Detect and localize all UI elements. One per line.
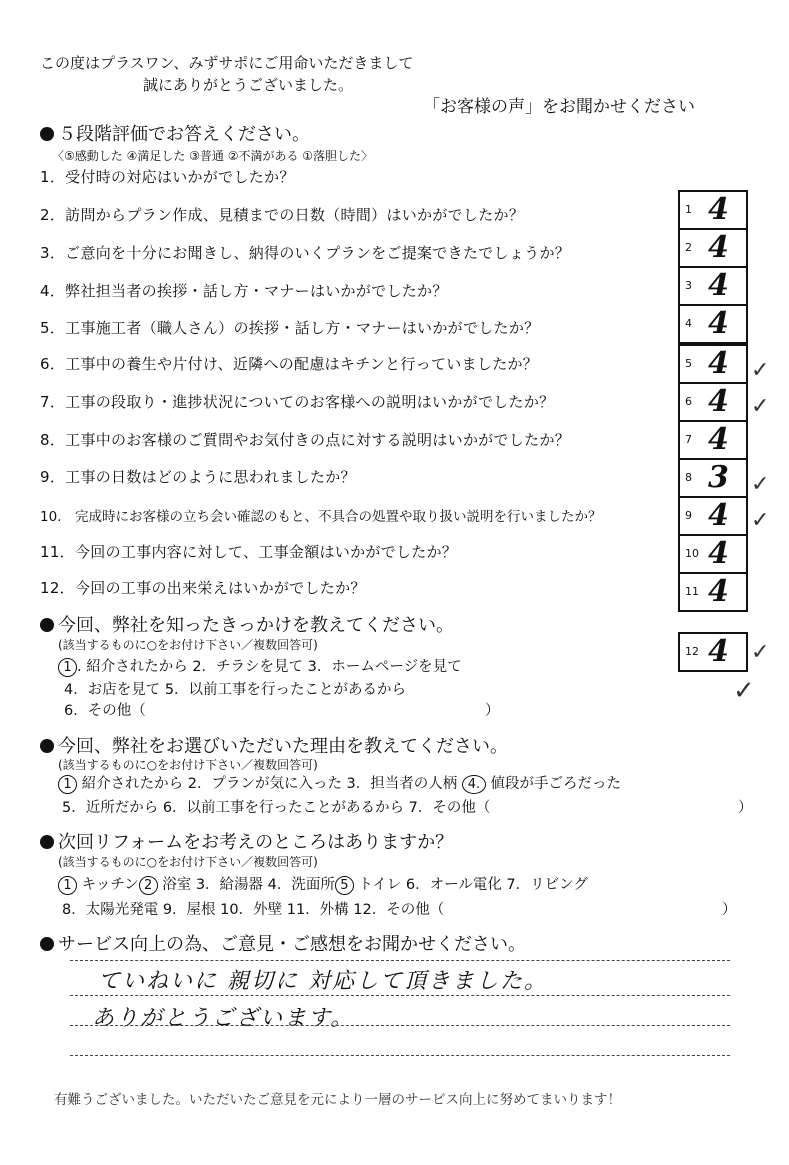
question-4: 4．弊社担当者の挨拶・話し方・マナーはいかがでしたか？ [40,282,448,300]
answer-value: 4 [708,192,729,227]
answer-box-number: 3 [685,279,692,292]
answer-box-number: 2 [685,241,692,254]
circled-choice[interactable]: 4. [462,775,486,794]
answer-box-1[interactable] [678,190,748,230]
answer-value: 4 [708,536,729,571]
comment-line-divider [70,995,730,996]
discovery-heading-text: 今回、弊社を知ったきっかけを教えてください。 [58,615,454,636]
question-3: 3．ご意向を十分にお聞きし、納得のいくプランをご提案できたでしょうか？ [40,244,571,262]
bullet-icon [40,937,54,951]
answer-box-10[interactable] [678,534,748,574]
intro-line-1: この度はプラスワン、みずサポにご用命いただきまして [40,54,414,72]
rating-heading-text: ５段階評価でお答えください。 [58,124,310,145]
check-icon: ✓ [751,640,770,665]
answer-box-number: 10 [685,547,699,560]
question-7: 7．工事の段取り・進捗状況についてのお客様への説明はいかがでしたか？ [40,393,555,411]
answer-box-number: 8 [685,471,692,484]
check-icon: ✓ [751,508,770,533]
discovery-note: (該当するものに○をお付け下さい／複数回答可) [58,638,318,652]
check-icon: ✓ [751,472,770,497]
discovery-other-close: ） [485,703,500,719]
circled-choice[interactable]: 2 [139,876,158,895]
next-reform-item-kitchen: キッチン [77,877,139,893]
question-5: 5．工事施工者（職人さん）の挨拶・話し方・マナーはいかがでしたか？ [40,319,540,337]
circled-choice[interactable]: 1 [58,775,77,794]
comments-heading [40,930,526,956]
answer-box-number: 4 [685,317,692,330]
voice-title: 「お客様の声」をお聞かせください [423,97,695,117]
next-reform-other-close: ） [722,902,737,918]
circled-choice[interactable]: 1 [58,876,77,895]
answer-value: 4 [708,346,729,381]
answer-box-number: 7 [685,433,692,446]
reason-line-1 [58,772,621,794]
next-reform-line-1 [58,873,588,895]
bullet-icon [40,739,54,753]
reason-options-a: 紹介されたから 2．プランが気に入った 3．担当者の人柄 [77,776,458,792]
answer-box-number: 1 [685,203,692,216]
answer-value: 3 [708,460,729,495]
answer-value: 4 [708,306,729,341]
reason-line-2: 5．近所だから 6．以前工事を行ったことがあるから 7．その他（ [62,800,491,816]
bullet-icon [40,835,54,849]
check-icon: ✓ [751,358,770,383]
question-11: 11．今回の工事内容に対して、工事金額はいかがでしたか？ [40,543,458,561]
comment-line-divider [70,1025,730,1026]
comment-line-divider [70,960,730,961]
discovery-line-3: 6．その他（ [64,703,146,719]
discovery-line-2: 4．お店を見て 5．以前工事を行ったことがあるから [64,682,407,698]
discovery-line-1 [58,655,462,677]
discovery-options-a: . 紹介されたから 2．チラシを見て 3．ホームページを見て [77,659,462,675]
check-icon: ✓ [751,394,770,419]
next-reform-heading [40,828,453,854]
answer-box-number: 9 [685,509,692,522]
footer-message: 有難うございました。いただいたご意見を元により一層のサービス向上に努めてまいります！ [54,1092,621,1108]
answer-box-6[interactable] [678,382,748,422]
next-reform-note: (該当するものに○をお付け下さい／複数回答可) [58,855,318,869]
comment-line-divider [70,1055,730,1056]
intro-line-2: 誠にありがとうございました。 [143,76,354,94]
answer-box-5[interactable] [678,344,748,384]
comments-heading-text: サービス向上の為、ご意見・ご感想をお聞かせください。 [58,934,526,955]
reason-heading [40,732,508,758]
question-8: 8．工事中のお客様のご質問やお気付きの点に対する説明はいかがでしたか？ [40,431,571,449]
answer-box-3[interactable] [678,266,748,306]
question-9: 9．工事の日数はどのように思われましたか？ [40,468,356,486]
comment-line-2[interactable]: ありがとうございます。 [92,1006,355,1031]
reason-heading-text: 今回、弊社をお選びいただいた理由を教えてください。 [58,736,508,757]
comment-line-1[interactable]: ていねいに 親切に 対応して頂きました。 [98,969,548,994]
answer-value: 4 [708,498,729,533]
discovery-heading [40,611,454,637]
question-10: 10. 完成時にお客様の立ち会い確認のもと、不具合の処置や取り扱い説明を行いましたか？ [40,509,602,525]
next-reform-heading-text: 次回リフォームをお考えのところはありますか？ [58,832,454,853]
bullet-icon [40,618,54,632]
answer-box-7[interactable] [678,420,748,460]
next-reform-items-a: 浴室 3．給湯器 4．洗面所 [157,877,335,893]
answer-value: 4 [708,384,729,419]
question-6: 6．工事中の養生や片付け、近隣への配慮はキチンと行っていましたか？ [40,355,539,373]
question-2: 2．訪問からプラン作成、見積までの日数（時間）はいかがでしたか？ [40,206,525,224]
circled-choice[interactable]: 5 [335,876,354,895]
rating-scale: 〈⑤感動した ④満足した ③普通 ②不満がある ①落胆した〉 [52,149,374,163]
answer-box-number: 11 [685,585,699,598]
answer-box-number: 12 [685,645,699,658]
check-icon: ✓ [733,676,755,706]
question-12: 12．今回の工事の出来栄えはいかがでしたか？ [40,579,366,597]
reason-other-close: ） [738,800,753,816]
answer-value: 4 [708,268,729,303]
answer-value: 4 [708,230,729,265]
question-1: 1．受付時の対応はいかがでしたか？ [40,168,295,186]
bullet-icon [40,127,54,141]
answer-box-2[interactable] [678,228,748,268]
answer-box-number: 5 [685,357,692,370]
next-reform-line-2: 8．太陽光発電 9．屋根 10．外壁 11．外構 12．その他（ [62,902,445,918]
reason-options-b: 値段が手ごろだった [485,776,621,792]
next-reform-items-b: トイレ 6．オール電化 7．リビング [353,877,588,893]
answer-value: 4 [708,634,729,669]
answer-box-8[interactable] [678,458,748,498]
rating-heading [40,120,310,146]
answer-value: 4 [708,422,729,457]
circled-choice[interactable]: 1 [58,658,77,677]
answer-box-12[interactable] [678,632,748,672]
reason-note: (該当するものに○をお付け下さい／複数回答可) [58,758,318,772]
answer-box-number: 6 [685,395,692,408]
answer-box-11[interactable] [678,572,748,612]
answer-value: 4 [708,574,729,609]
answer-box-9[interactable] [678,496,748,536]
answer-box-4[interactable] [678,304,748,344]
